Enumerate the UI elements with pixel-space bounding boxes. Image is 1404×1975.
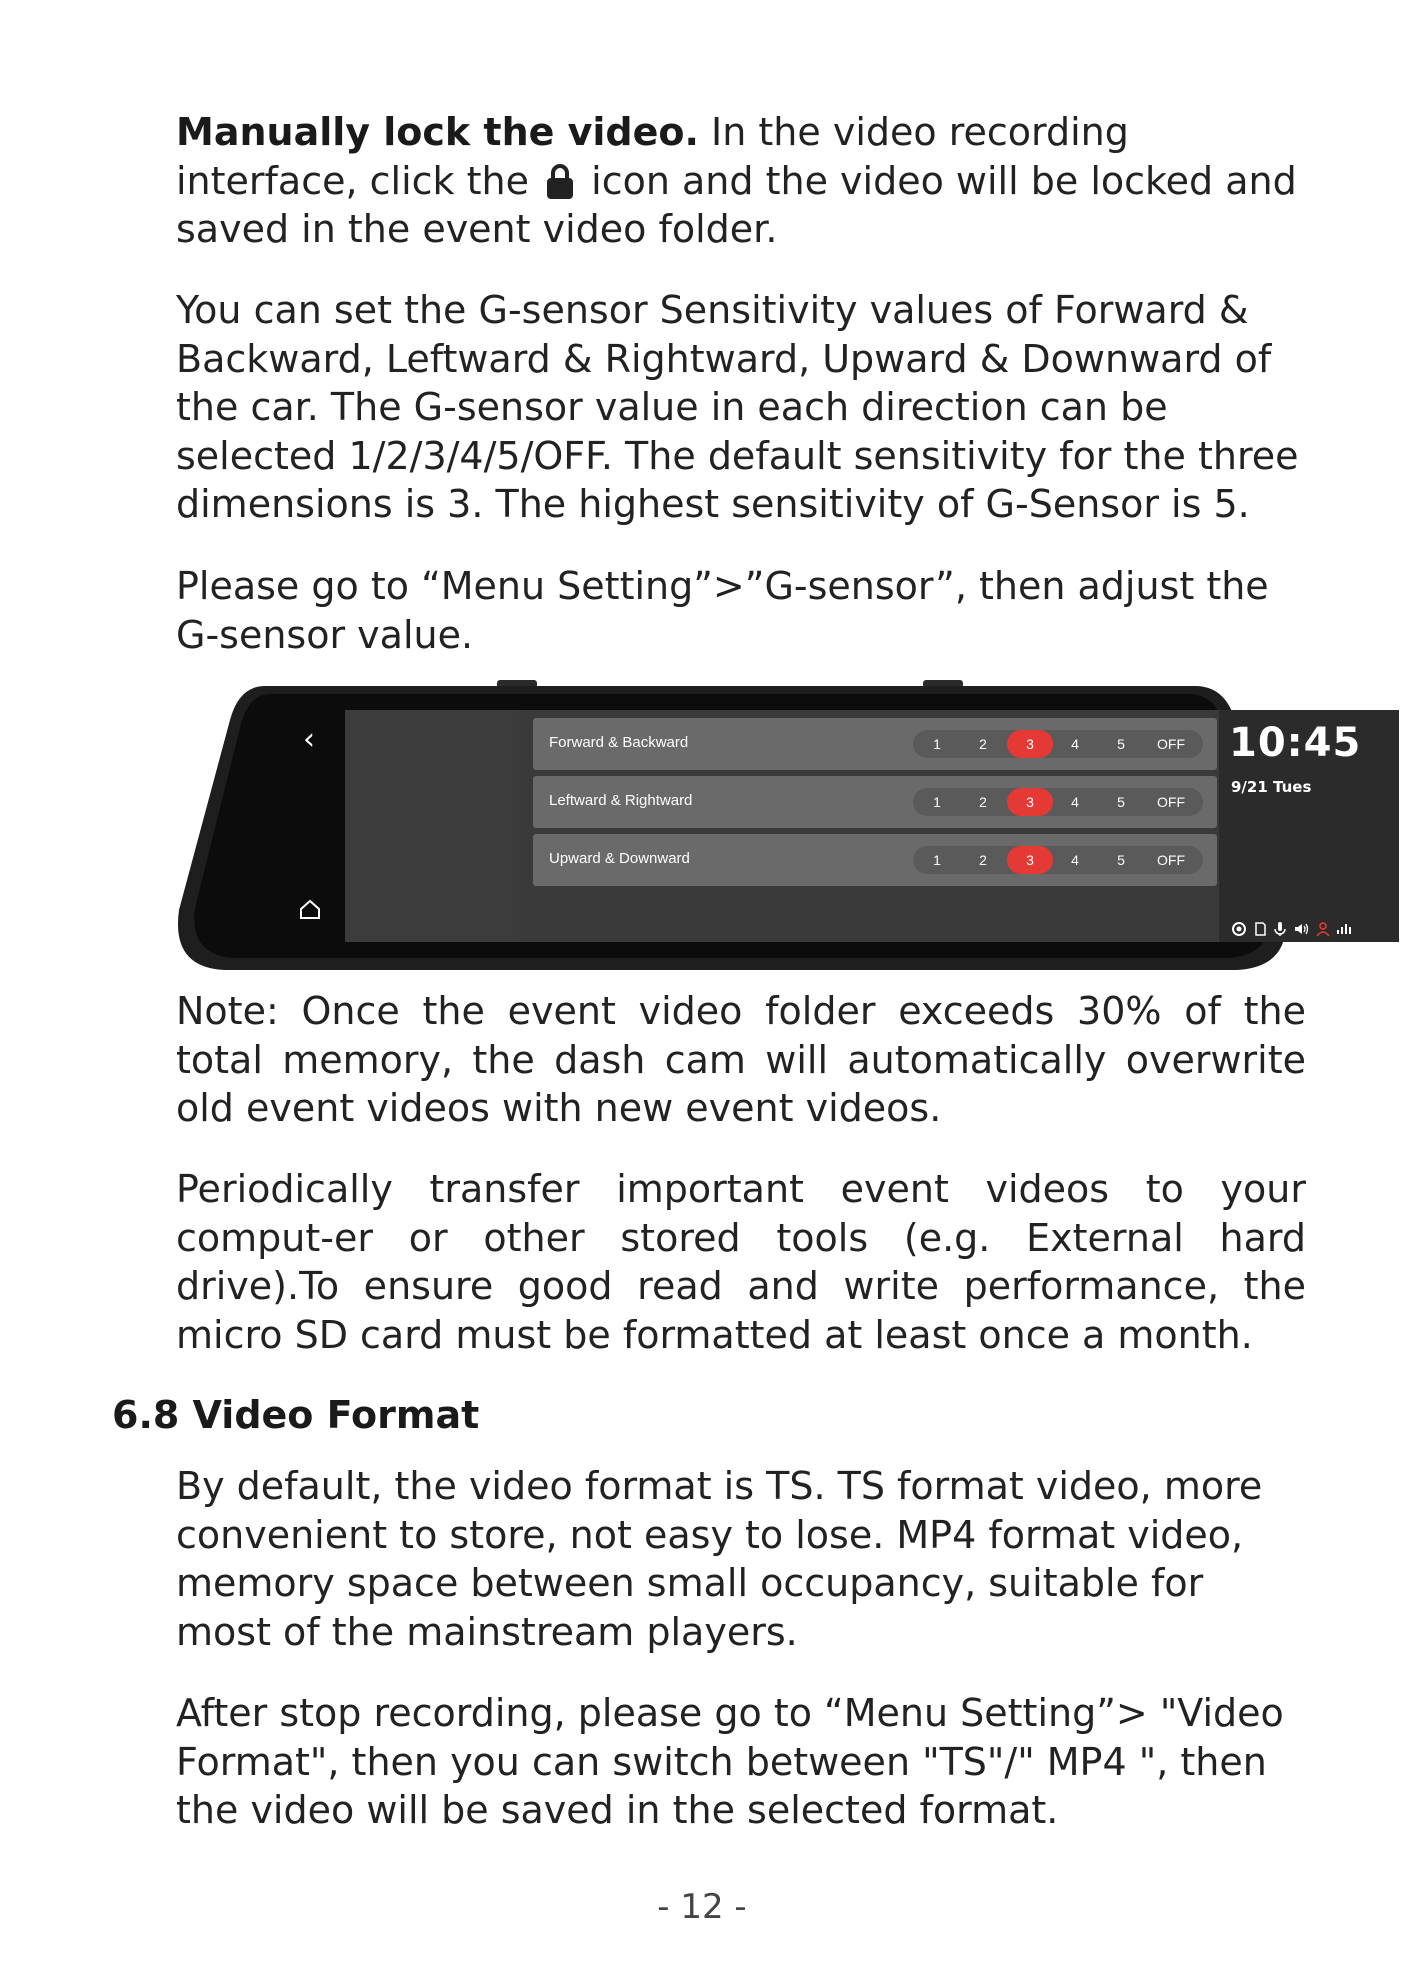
dashcam-illustration — [175, 680, 1362, 972]
back-icon[interactable]: ‹ — [303, 722, 315, 757]
sd-card-icon — [1252, 921, 1268, 941]
record-icon — [1231, 921, 1247, 941]
sensitivity-options — [913, 846, 1203, 874]
gsensor-row-forward-backward — [533, 718, 1217, 770]
option-2[interactable]: 2 — [979, 852, 987, 868]
sensitivity-options — [913, 730, 1203, 758]
manual-lock-text-a: In the video recording interface, click the — [176, 110, 1129, 203]
page-number: - 12 - — [657, 1887, 747, 1927]
option-1[interactable]: 1 — [933, 852, 941, 868]
screen-content — [345, 710, 1362, 942]
gsensor-settings-panel — [519, 710, 1219, 942]
option-5[interactable]: 5 — [1117, 736, 1125, 752]
speaker-icon — [1292, 921, 1310, 941]
option-3-selected[interactable]: 3 — [1007, 788, 1053, 816]
gsensor-row-upward-downward — [533, 834, 1217, 886]
option-2[interactable]: 2 — [979, 794, 987, 810]
option-2[interactable]: 2 — [979, 736, 987, 752]
option-4[interactable]: 4 — [1071, 736, 1079, 752]
gsensor-paragraph: You can set the G-sensor Sensitivity values of Forward & Backward, Leftward & Rightward, Upward & Downward of the car. The G-sensor value in each direction can be selected 1/2/3/4/5/OFF. The default sensitivity for the three dimensions is 3. The highest sensitivity of G-Sensor is 5. — [176, 288, 1299, 526]
option-4[interactable]: 4 — [1071, 852, 1079, 868]
option-5[interactable]: 5 — [1117, 794, 1125, 810]
home-icon[interactable] — [299, 898, 321, 920]
transfer-paragraph: Periodically transfer important event videos to your comput-er or other stored tools (e.g. External hard drive).To ensure good read and write performance, the micro SD card must be formatted at least once a month. — [176, 1167, 1306, 1357]
clock-time: 10:45 — [1229, 720, 1362, 766]
manual-lock-title: Manually lock the video. — [176, 110, 699, 154]
option-1[interactable]: 1 — [933, 794, 941, 810]
option-3-selected[interactable]: 3 — [1007, 730, 1053, 758]
section-heading: 6.8 Video Format — [112, 1393, 480, 1437]
row-label: Leftward & Rightward — [549, 792, 693, 809]
signal-icon — [1336, 921, 1354, 941]
option-5[interactable]: 5 — [1117, 852, 1125, 868]
option-4[interactable]: 4 — [1071, 794, 1079, 810]
clock-date: 9/21 Tues — [1231, 778, 1312, 796]
video-format-paragraph: By default, the video format is TS. TS format video, more convenient to store, not easy to lose. MP4 format video, memory space between small occupancy, suitable for most of the mainstream players. — [176, 1464, 1263, 1654]
row-label: Upward & Downward — [549, 850, 690, 867]
option-off[interactable]: OFF — [1157, 736, 1185, 752]
manual-lock-paragraph — [176, 108, 1306, 254]
status-icon-bar — [1231, 920, 1354, 936]
switch-format-paragraph: After stop recording, please go to “Menu Setting”> "Video Format", then you can switch between "TS"/" MP4 ", then the video will be saved in the selected format. — [176, 1691, 1284, 1832]
note-paragraph: Note: Once the event video folder exceeds 30% of the total memory, the dash cam will automatically overwrite old event videos with new event videos. — [176, 989, 1306, 1130]
menu-setting-paragraph: Please go to “Menu Setting”>”G-sensor”, then adjust the G-sensor value. — [176, 564, 1269, 657]
clock-panel — [1219, 710, 1399, 942]
manual-lock-text-b: icon and the video will be locked and saved in the event video folder. — [176, 158, 1297, 251]
gsensor-row-leftward-rightward — [533, 776, 1217, 828]
microphone-icon — [1273, 921, 1287, 941]
sensitivity-options — [913, 788, 1203, 816]
user-icon — [1315, 921, 1331, 941]
row-label: Forward & Backward — [549, 734, 689, 751]
option-1[interactable]: 1 — [933, 736, 941, 752]
lock-icon — [545, 162, 575, 200]
option-3-selected[interactable]: 3 — [1007, 846, 1053, 874]
option-off[interactable]: OFF — [1157, 794, 1185, 810]
option-off[interactable]: OFF — [1157, 852, 1185, 868]
